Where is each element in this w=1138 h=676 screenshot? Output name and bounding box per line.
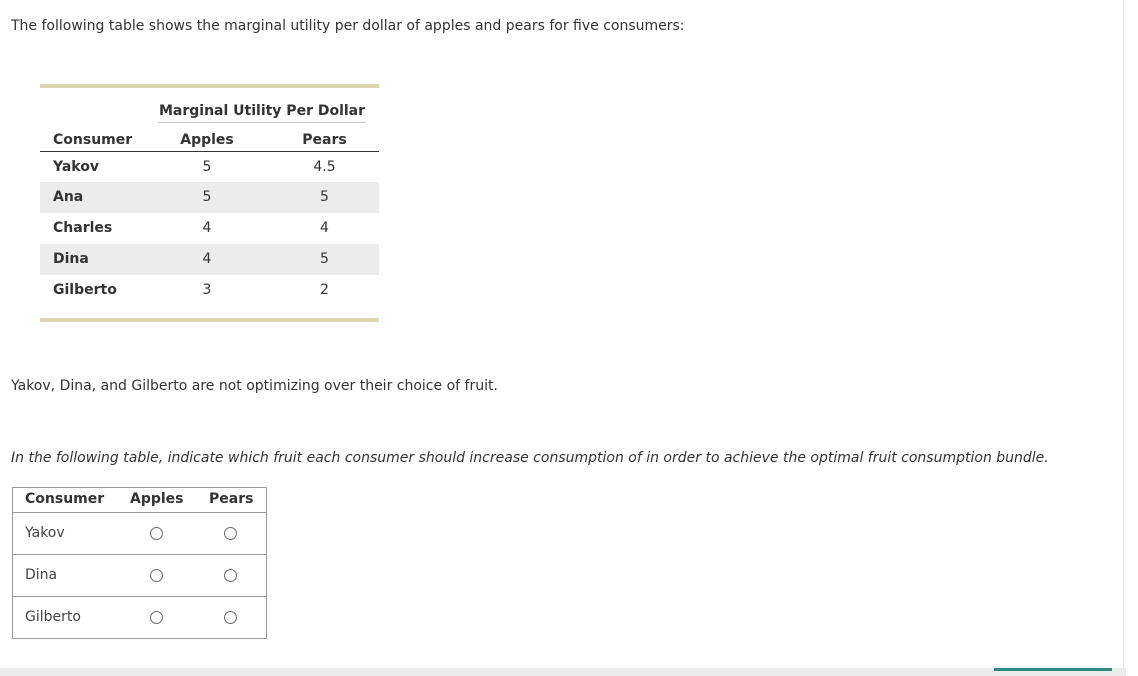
apples-value: 4 [202, 251, 212, 267]
column-header-pears: Pears [302, 132, 347, 148]
instruction-text: In the following table, indicate which fruit each consumer should increase consumption of in order to achieve the optimal fruit consumption bundle. [11, 450, 1049, 466]
table-row [40, 152, 379, 182]
consumer-name: Dina [53, 251, 89, 267]
consumer-name: Ana [53, 189, 84, 205]
bottom-bar [0, 668, 1126, 676]
page-right-edge [1123, 0, 1138, 676]
consumer-name: Charles [53, 220, 113, 236]
yakov-pears-radio[interactable] [224, 527, 237, 540]
column-header-apples: Apples [180, 132, 234, 148]
table-row [40, 275, 379, 306]
answer-row-dina [13, 555, 266, 597]
statement-text: Yakov, Dina, and Gilberto are not optimizing over their choice of fruit. [11, 378, 498, 394]
column-header-consumer: Consumer [53, 132, 133, 148]
answer-row-yakov [13, 513, 266, 555]
answer-column-apples: Apples [130, 491, 184, 507]
apples-value: 3 [202, 282, 212, 298]
pears-value: 5 [320, 189, 329, 205]
table-row [40, 182, 379, 213]
table-header [40, 88, 379, 152]
consumer-name: Yakov [53, 159, 99, 175]
gilberto-pears-radio[interactable] [224, 611, 237, 624]
pears-value: 4.5 [313, 159, 336, 175]
apples-value: 5 [202, 189, 212, 205]
table-row [40, 213, 379, 244]
yakov-apples-radio[interactable] [150, 527, 163, 540]
answer-row-gilberto [13, 597, 266, 638]
answer-column-consumer: Consumer [25, 491, 105, 507]
dina-pears-radio[interactable] [224, 569, 237, 582]
pears-value: 2 [320, 282, 329, 298]
intro-text: The following table shows the marginal utility per dollar of apples and pears for five consumers: [11, 18, 685, 34]
answer-column-pears: Pears [209, 491, 254, 507]
table-row [40, 244, 379, 275]
table-body [40, 152, 379, 318]
answer-consumer-name: Gilberto [25, 609, 81, 625]
marginal-utility-table [40, 84, 379, 322]
dina-apples-radio[interactable] [150, 569, 163, 582]
spanning-header: Marginal Utility Per Dollar [158, 103, 366, 123]
gilberto-apples-radio[interactable] [150, 611, 163, 624]
pears-value: 4 [320, 220, 329, 236]
pears-value: 5 [320, 251, 329, 267]
answer-table-header [13, 488, 266, 513]
answer-consumer-name: Yakov [25, 525, 65, 541]
answer-consumer-name: Dina [25, 567, 58, 583]
consumer-name: Gilberto [53, 282, 117, 298]
answer-table [12, 487, 267, 639]
apples-value: 4 [202, 220, 212, 236]
apples-value: 5 [202, 159, 212, 175]
bottom-accent-strip [994, 668, 1112, 671]
